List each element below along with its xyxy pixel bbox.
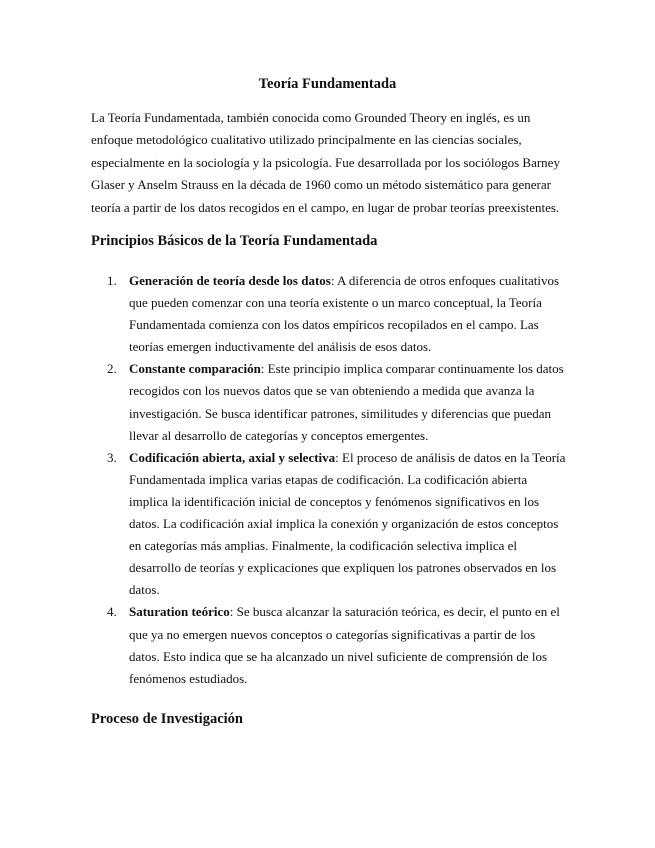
list-item-term: Codificación abierta, axial y selectiva bbox=[129, 449, 336, 465]
list-item-text: : A diferencia de otros enfoques cualitativos que pueden comenzar con una teoría existente o un marco conceptual, la Teoría Fundamentada comienza con los datos empíricos recopilados en el campo. Las teorías emergen inductivamente del análisis de esos datos. bbox=[129, 273, 559, 355]
list-item-number: 1. bbox=[107, 273, 117, 288]
list-item-text: : Se busca alcanzar la saturación teórica, es decir, el punto en el que ya no emergen nuevos conceptos o categorías significativas a partir de los datos. Esto indica que se ha alcanzado un nivel suficiente de comprensión de los fenómenos estudiados. bbox=[129, 604, 560, 686]
list-item bbox=[107, 447, 569, 602]
section-heading-principios: Principios Básicos de la Teoría Fundamentada bbox=[91, 233, 378, 249]
list-item-text: : Este principio implica comparar continuamente los datos recogidos con los nuevos datos que se van obteniendo a medida que avanza la investigación. Se busca identificar patrones, similitudes y diferencias que puedan llevar al desarrollo de categorías y conceptos emergentes. bbox=[129, 361, 564, 443]
list-item-number: 3. bbox=[107, 449, 117, 465]
list-item bbox=[107, 601, 569, 689]
list-item bbox=[107, 358, 569, 446]
section-heading-proceso: Proceso de Investigación bbox=[91, 711, 243, 727]
list-item-term: Saturation teórico bbox=[129, 604, 230, 620]
principles-list bbox=[107, 270, 569, 690]
list-item-term: Generación de teoría desde los datos bbox=[129, 273, 331, 288]
document-title: Teoría Fundamentada bbox=[258, 76, 397, 92]
list-item-text: : El proceso de análisis de datos en la Teoría Fundamentada implica varias etapas de codificación. La codificación abierta implica la identificación inicial de conceptos y fenómenos significativos en los datos. La codificación axial implica la conexión y organización de estos conceptos en categorías más amplias. Finalmente, la codificación selectiva implica el desarrollo de teorías y explicaciones que expliquen los patrones observados en los datos. bbox=[129, 449, 566, 598]
list-item-number: 2. bbox=[107, 361, 117, 377]
intro-paragraph: La Teoría Fundamentada, también conocida como Grounded Theory en inglés, es un enfoque metodológico cualitativo utilizado principalmente en las ciencias sociales, especialmente en la sociología y la psicología. Fue desarrollada por los sociólogos Barney Glaser y Anselm Strauss en la década de 1960 como un método sistemático para generar teoría a partir de los datos recogidos en el campo, en lugar de probar teorías preexistentes. bbox=[91, 110, 560, 215]
list-item bbox=[107, 270, 569, 358]
list-item-term: Constante comparación bbox=[129, 361, 261, 377]
list-item-number: 4. bbox=[107, 604, 117, 620]
